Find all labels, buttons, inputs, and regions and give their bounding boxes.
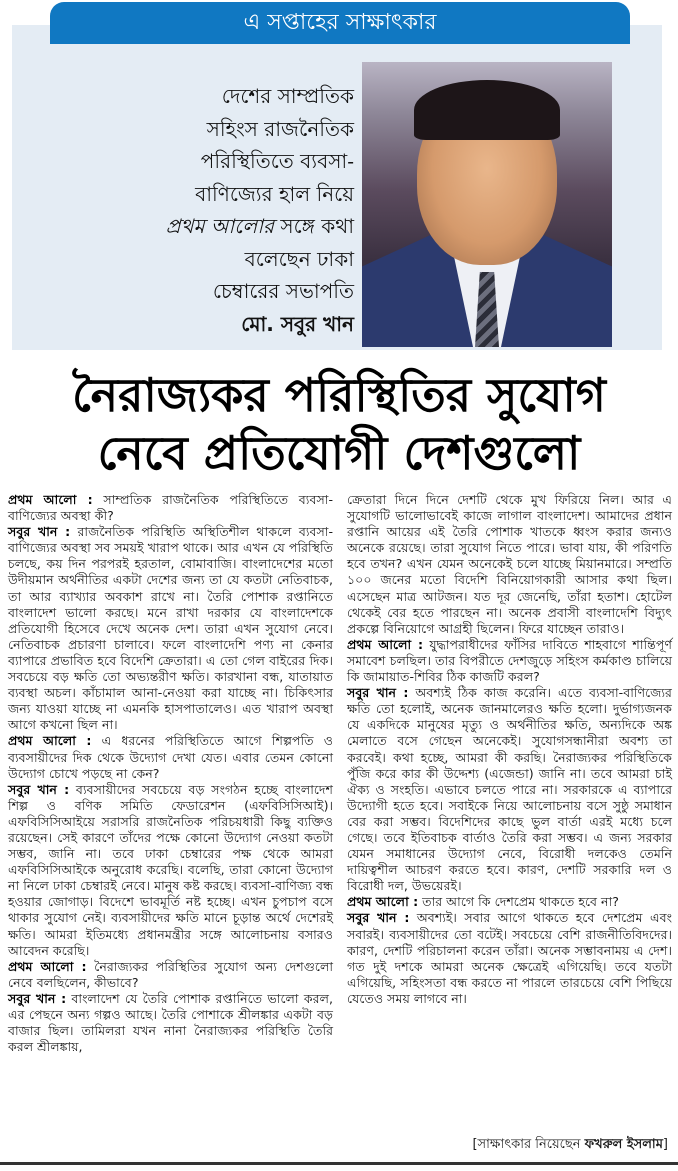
interviewer-credit: [সাক্ষাৎকার নিয়েছেন ফখরুল ইসলাম] xyxy=(472,1137,668,1152)
paragraph-text: অবশ্যই ঠিক কাজ করেনি। এতে ব্যবসা-বাণিজ্যের ক্ষতি তো হলোই, অনেক জানমালেরও ক্ষতি হলো। দুর্ভাগ্যজনক যে একদিকে মানুষের মৃত্যু ও অর্থনীতির ক্ষতি, অন্যদিকে অঙ্ক মেলাতে বসে গেছেন অনেকেই। সুযোগসন্ধানীরা অবশ্য তা করবেই। কথা হচ্ছে, আমরা কী করছি। নৈরাজ্যকর পরিস্থিতিকে পুঁজি করে কার কী উদ্দেশ্য (এজেন্ডা) জানি না। তবে আমরা চাই ঐক্য ও সংহতি। এভাবে চলতে পারে না। সরকারকে এ ব্যাপারে উদ্যোগী হতে হবে। সবাইকে নিয়ে আলোচনায় বসে সুষ্ঠু সমাধান বের করা সম্ভব। বিদেশিদের কাছে ভুল বার্তা এরই মধ্যে চলে গেছে। তবে ইতিবাচক বার্তাও তৈরি করা সম্ভব। এ জন্য সরকার যেমন সমাধানের উদ্যোগ নেবে, বিরোধী দলকেও তেমনি দায়িত্বশীল আচরণ করতে হবে। কারণ, দেশটি সরকারি দল ও বিরোধী দল, উভয়েরই। xyxy=(347,685,672,894)
headline-line: নেবে প্রতিযোগী দেশগুলো xyxy=(97,426,581,480)
article-paragraph xyxy=(8,782,333,959)
photo-hair xyxy=(414,80,560,140)
paragraph-text: অবশ্যই। সবার আগে থাকতে হবে দেশপ্রেম এবং সবারই। ব্যবসায়ীদের তো বটেই। সবচেয়ে বেশি রাজনীতিবিদদের। কারণ, দেশটি পরিচালনা করেন তাঁরা। অনেক সম্ভাবনাময় এ দেশ। গত দুই দশকে আমরা অনেক ক্ষেত্রেই এগিয়েছি। তবে যতটা এগিয়েছি, সহিংসতা বন্ধ করতে না পারলে তারচেয়ে বেশি পিছিয়ে যেতেও সময় লাগবে না। xyxy=(347,910,672,1006)
intro-line: দেশের সাম্প্রতিক xyxy=(221,84,354,108)
article-paragraph xyxy=(347,910,672,1007)
paragraph-text: বাংলাদেশ যে তৈরি পোশাক রপ্তানিতে ভালো করল, এর পেছনে অন্য গল্পও আছে। তৈরি পোশাকে শ্রীলঙ্কার একটা বড় বাজার ছিল। তামিলরা যখন নানা নৈরাজ্যকর পরিস্থিতি তৈরি করল শ্রীলঙ্কায়, xyxy=(8,990,333,1055)
article-body xyxy=(8,492,672,1132)
speaker-label: প্রথম আলো : xyxy=(347,894,419,910)
speaker-label: প্রথম আলো : xyxy=(8,733,92,749)
article-paragraph xyxy=(8,733,333,781)
intro-line: পরিস্থিতিতে ব্যবসা- xyxy=(200,149,354,173)
intro-line: বাণিজ্যের হাল নিয়ে xyxy=(195,181,354,206)
intro-line: বলেছেন ঢাকা xyxy=(244,246,354,271)
paragraph-text: সাম্প্রতিক রাজনৈতিক পরিস্থিতিতে ব্যবসা-বাণিজ্যের অবস্থা কী? xyxy=(8,492,333,524)
paragraph-text: রাজনৈতিক পরিস্থিতি অস্থিতিশীল থাকলে ব্যবসা-বাণিজ্যের অবস্থা সব সময়ই খারাপ থাকে। আর এখন যে পরিস্থিতি চলছে, কয় দিন পরপরই হরতাল, বোমাবাজি। বাংলাদেশের মতো উদীয়মান অর্থনীতির একটা দেশের জন্য তা যে কতটা নেতিবাচক, তা আর ব্যাখ্যার অবকাশ রাখে না। তৈরি পোশাক রপ্তানিতে বাংলাদেশ ভালো করছে। মনে রাখা দরকার যে বাংলাদেশকে প্রতিযোগী হিসেবে দেখে অনেক দেশ। তারা এখন সুযোগ নেবে। নেতিবাচক প্রচারণা চালাবে। ফলে বাংলাদেশি পণ্য না কেনার ব্যাপারে প্রভাবিত হবে বিদেশি ক্রেতারা। এ তো গেল বাইরের দিক। সবচেয়ে বড় ক্ষতি তো অভ্যন্তরীণ ক্ষতি। কারখানা বন্ধ, যাতায়াত ব্যবস্থা অচল। কাঁচামাল আনা-নেওয়া করা যাচ্ছে না। চিকিৎসার জন্য যাওয়া যাচ্ছে না এমনকি হাসপাতালেও। এত খারাপ অবস্থা আগে কখনো ছিল না। xyxy=(8,524,333,733)
article-paragraph xyxy=(8,991,333,1055)
interviewer-name: ফখরুল ইসলাম xyxy=(584,1137,663,1152)
article-paragraph xyxy=(8,959,333,991)
article-paragraph xyxy=(347,685,672,894)
section-title: এ সপ্তাহের সাক্ষাৎকার xyxy=(50,2,630,44)
speaker-label: প্রথম আলো : xyxy=(8,958,87,974)
paragraph-text: যুদ্ধাপরাধীদের ফাঁসির দাবিতে শাহবাগে শান্তিপূর্ণ সমাবেশ চলছিল। তার বিপরীতে দেশজুড়ে সহিংস কর্মকাণ্ড চালিয়ে কি জামায়াত-শিবির ঠিক কাজটি করল? xyxy=(347,636,672,685)
bottom-rule xyxy=(0,1162,678,1165)
paragraph-text: ব্যবসায়ীদের সবচেয়ে বড় সংগঠন হচ্ছে বাংলাদেশ শিল্প ও বণিক সমিতি ফেডারেশন (এফবিসিসিআই)। এফবিসিসিআইয়ে সরাসরি রাজনৈতিক পরিচয়ধারী কিছু ব্যক্তিও রয়েছেন। সেই কারণে তাঁদের পক্ষে কোনো উদ্যোগ নেওয়া কতটা সম্ভব, জানি না। তবে ঢাকা চেম্বারের পক্ষ থেকে আমরা এফবিসিসিআইকে অনুরোধ করেছি। বলেছি, তারা কোনো উদ্যোগ না নিলে ঢাকা চেম্বারই নেবে। মানুষ কষ্ট করছে। ব্যবসা-বাণিজ্য বন্ধ হওয়ার জোগাড়। বিদেশে ভাবমূর্তি নষ্ট হচ্ছে। এখন চুপচাপ বসে থাকার সুযোগ নেই। ব্যবসায়ীদের ক্ষতি মানে চূড়ান্ত অর্থে দেশেরই ক্ষতি। আমরা ইতিমধ্যে প্রধানমন্ত্রীর সঙ্গে আলোচনায় বসারও আবেদন করেছি। xyxy=(8,781,333,958)
article-column-left xyxy=(8,492,333,1132)
headline-line: নৈরাজ্যকর পরিস্থিতির সুযোগ xyxy=(72,368,606,422)
intro-blurb xyxy=(104,80,354,340)
intro-line: সহিংস রাজনৈতিক xyxy=(206,116,354,141)
paragraph-text: ক্রেতারা দিনে দিনে দেশটি থেকে মুখ ফিরিয়ে নিল। আর এ সুযোগটি ভালোভাবেই কাজে লাগাল বাংলাদেশ। আমাদের প্রধান রপ্তানি আয়ের এই তৈরি পোশাক খাতকে ধ্বংস করার জন্যও অনেকে রয়েছে। তারা সুযোগ নিতে পারে। ভাবা যায়, কী পরিণতি হবে তখন? এখন যেমন অনেকেই চলে যাচ্ছে মিয়ানমারে। সম্প্রতি ১০০ জনের মতো বিদেশি বিনিয়োগকারী আসার কথা ছিল। এসেছেন মাত্র আটজন। যত দূর জেনেছি, তাঁরা হতাশ। হোটেল থেকেই বের হতে পারছেন না। অনেক প্রবাসী বাংলাদেশি বিদ্যুৎ প্রকল্পে বিনিয়োগে আগ্রহী ছিলেন। ফিরে যাচ্ছেন তারাও। xyxy=(347,492,672,636)
paragraph-text: নৈরাজ্যকর পরিস্থিতির সুযোগ অন্য দেশগুলো নেবে বলছিলেন, কীভাবে? xyxy=(8,958,334,990)
interviewee-photo xyxy=(362,62,612,347)
intro-line: প্রথম আলোর সঙ্গে কথা xyxy=(165,214,354,238)
speaker-label: প্রথম আলো : xyxy=(347,636,423,652)
interviewee-name: মো. সবুর খান xyxy=(241,311,354,336)
speaker-label: সবুর খান : xyxy=(347,685,409,701)
speaker-label: সবুর খান : xyxy=(8,781,70,797)
speaker-label: সবুর খান : xyxy=(8,990,67,1006)
speaker-label: সবুর খান : xyxy=(347,910,410,926)
speaker-label: প্রথম আলো : xyxy=(8,492,93,507)
article-paragraph xyxy=(347,894,672,910)
paragraph-text: এ ধরনের পরিস্থিতিতে আগে শিল্পপতি ও ব্যবসায়ীদের দিক থেকে উদ্যোগ দেখা যেত। এবার তেমন কোনো উদ্যোগ চোখে পড়ছে না কেন? xyxy=(8,733,334,781)
publication-name: প্রথম আলোর xyxy=(165,214,275,238)
speaker-label: সবুর খান : xyxy=(8,524,71,540)
article-paragraph xyxy=(8,492,333,524)
article-paragraph xyxy=(347,492,672,637)
intro-line: চেম্বারের সভাপতি xyxy=(212,279,354,303)
article-paragraph xyxy=(347,637,672,685)
paragraph-text: তার আগে কি দেশপ্রেম থাকতে হবে না? xyxy=(418,894,619,910)
article-column-right xyxy=(347,492,672,1132)
article-paragraph xyxy=(8,524,333,733)
headline xyxy=(0,366,678,482)
